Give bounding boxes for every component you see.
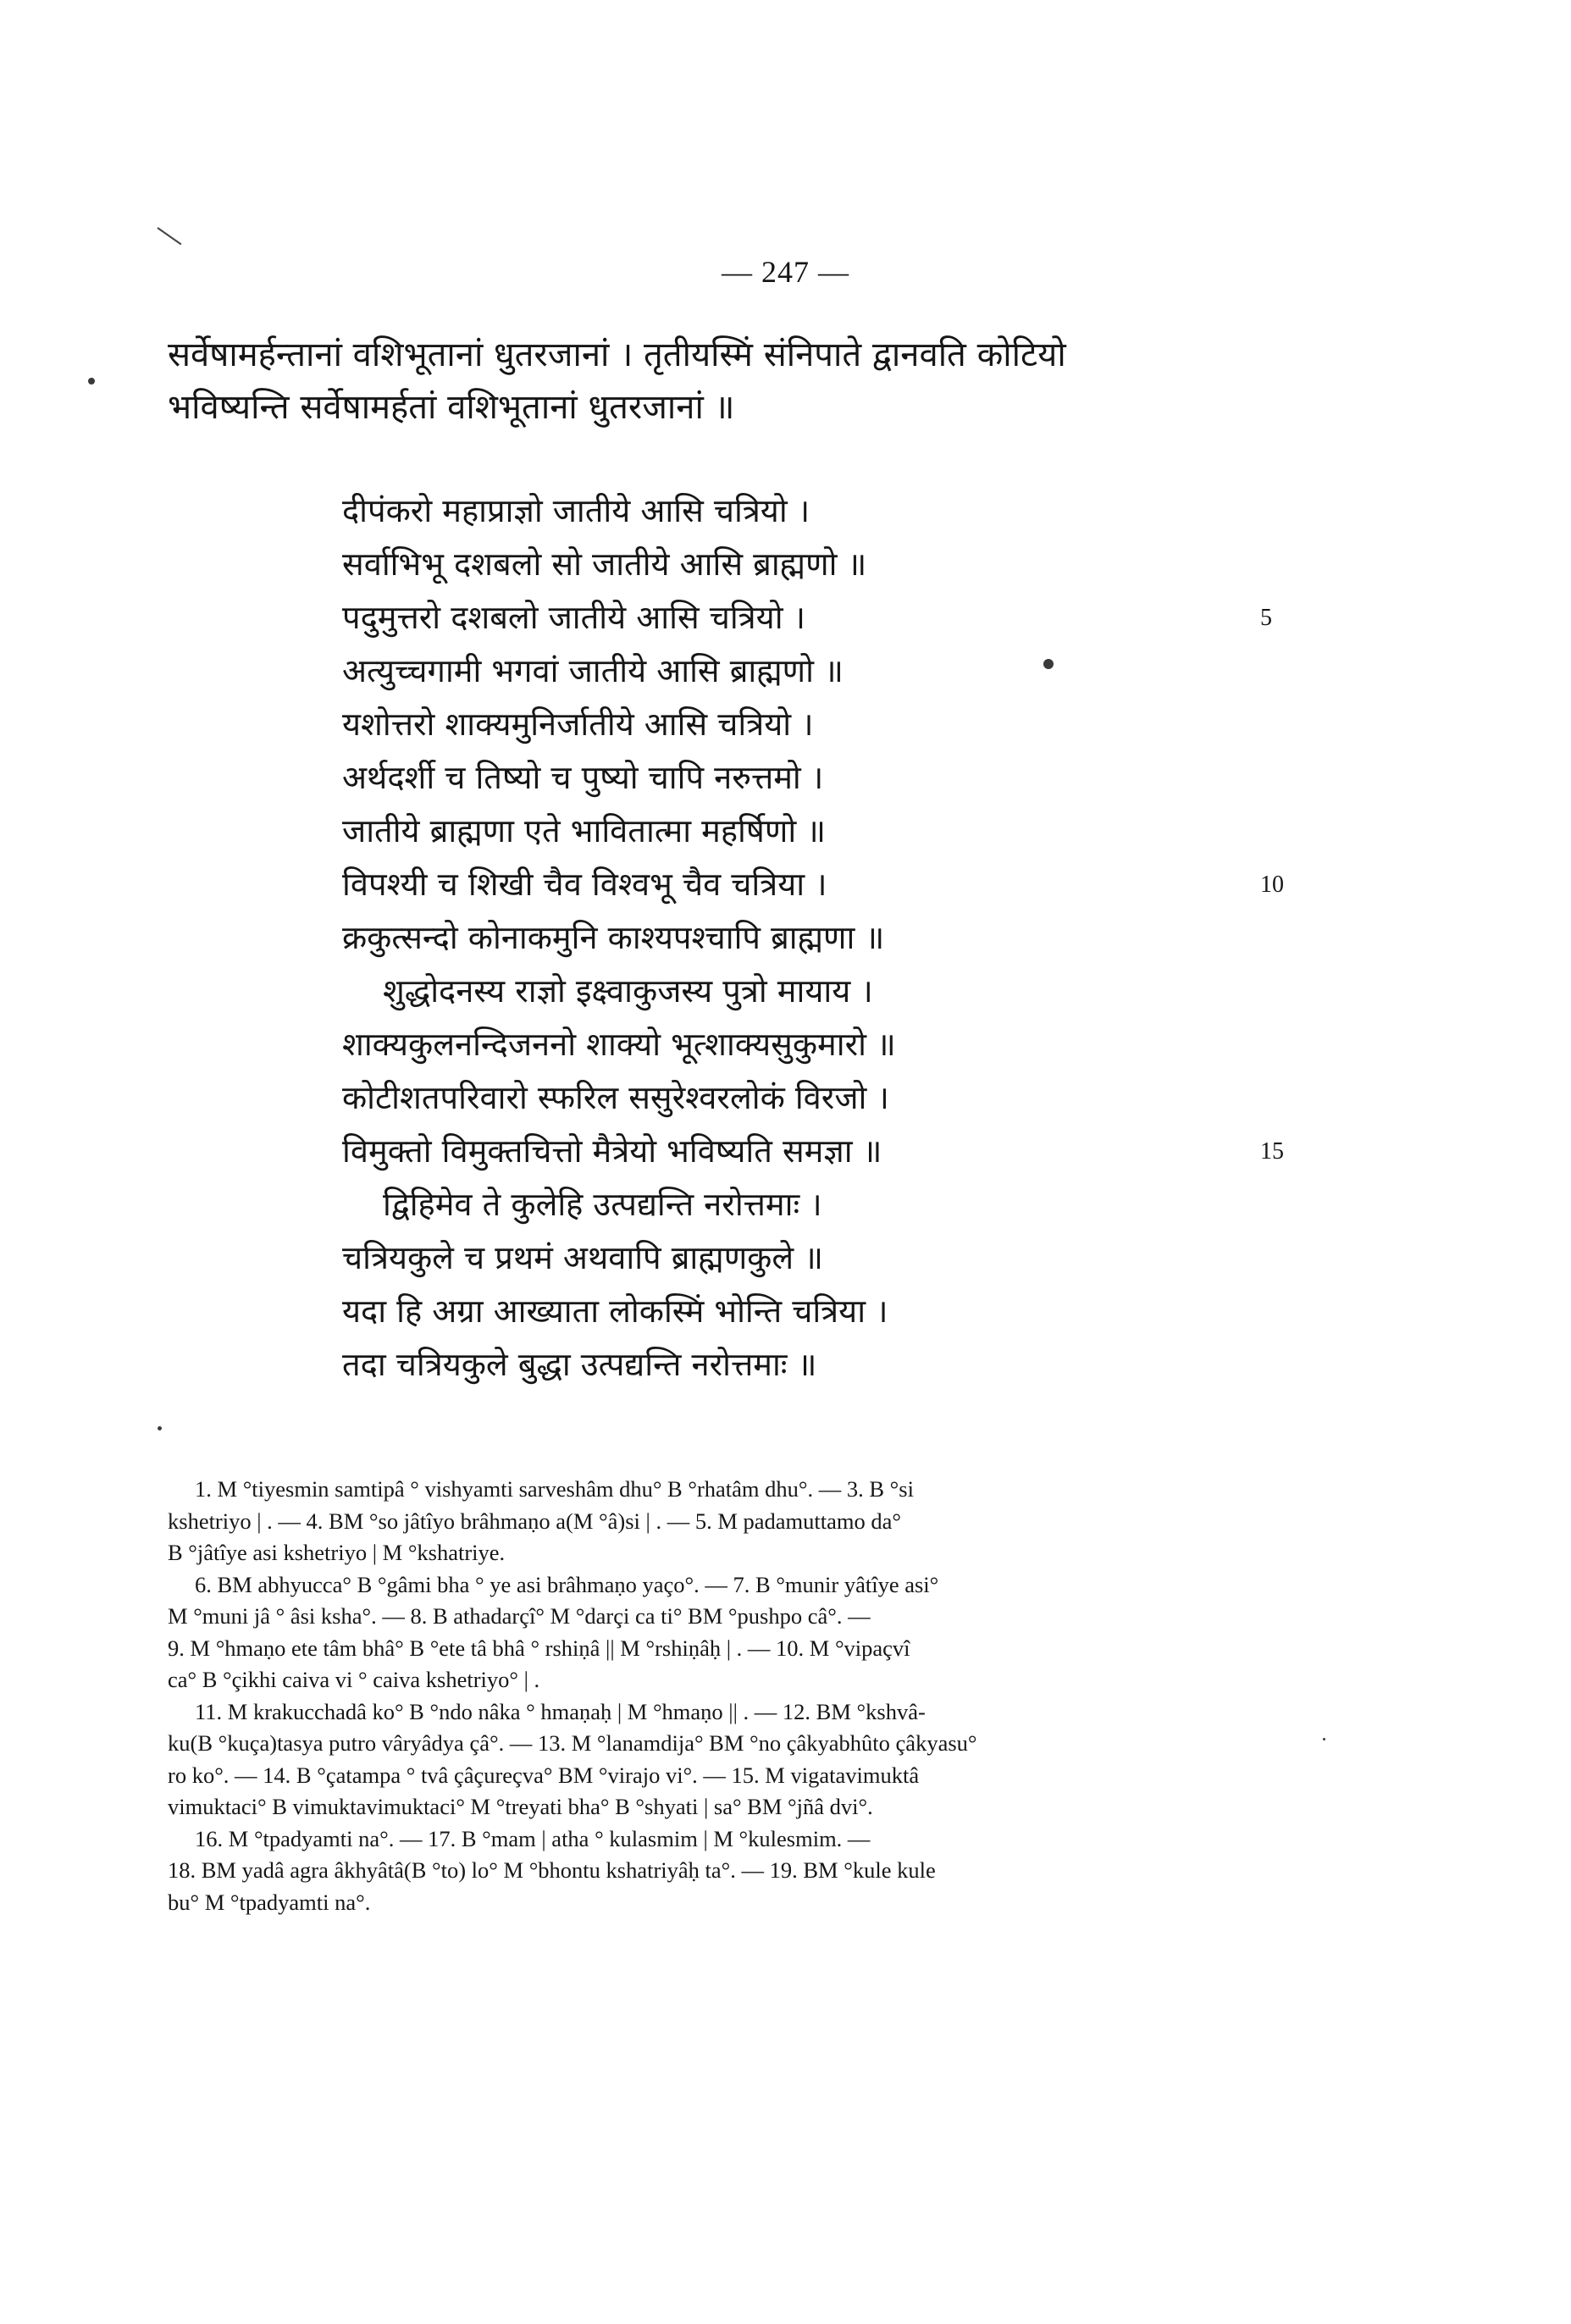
ink-speck [88, 378, 95, 385]
verse-line [0, 698, 1571, 751]
prose-paragraph [168, 329, 1319, 434]
verse-line [0, 1231, 1571, 1285]
line-number: 10 [1260, 872, 1284, 898]
footnote-line: ca° B °çikhi caiva vi ° caiva kshetriyo° | . [168, 1667, 540, 1692]
verse-line [0, 645, 1571, 698]
stray-tick-mark [157, 227, 181, 245]
verse-line [0, 858, 1571, 911]
footnote-line: B °jâtîye asi kshetriyo | M °kshatriye. [168, 1540, 506, 1565]
verse-line [0, 751, 1571, 805]
prose-line: भविष्यन्ति सर्वेषामर्हतां वशिभूतानां धुतरजानां ॥ [168, 388, 735, 427]
ink-speck [158, 1426, 162, 1430]
verse-text: यदा हि अग्रा आख्याता लोकस्मिं भोन्ति चत्रिया । [342, 1292, 888, 1330]
footnote-line: ku(B °kuça)tasya putro vâryâdya çâ°. — 13. M °lanamdija° BM °no çâkyabhûto çâkyasu° [168, 1730, 977, 1756]
verse-line [0, 1338, 1571, 1392]
footnote-line: bu° M °tpadyamti na°. [168, 1889, 371, 1915]
verse-text: दीपंकरो महाप्राज्ञो जातीये आसि चत्रियो । [342, 492, 810, 529]
verse-text: शाक्यकुलनन्दिजननो शाक्यो भूत्शाक्यसुकुमारो ॥ [342, 1026, 896, 1063]
verse-text: सर्वाभिभू दशबलो सो जातीये आसि ब्राह्मणो ॥ [342, 545, 867, 583]
verse-text: विपश्यी च शिखी चैव विश्वभू चैव चत्रिया । [342, 866, 827, 903]
verse-text: कोटीशतपरिवारो स्फरिल ससुरेश्वरलोकं विरजो । [342, 1079, 889, 1116]
verse-text: यशोत्तरो शाक्यमुनिर्जातीये आसि चत्रियो । [342, 706, 814, 743]
footnote-line: 1. M °tiyesmin samtipâ ° vishyamti sarveshâm dhu° B °rhatâm dhu°. — 3. B °si [195, 1476, 914, 1502]
verse-text: विमुक्तो विमुक्तचित्तो मैत्रेयो भविष्यति समज्ञा ॥ [342, 1132, 882, 1170]
footnote-line: vimuktaci° B vimuktavimuktaci° M °treyati bha° B °shyati | sa° BM °jñâ dvi°. [168, 1794, 873, 1819]
footnote-line: 18. BM yadâ agra âkhyâtâ(B °to) lo° M °bhontu kshatriyâḥ ta°. — 19. BM °kule kule [168, 1857, 936, 1883]
ink-speck [1323, 1738, 1325, 1740]
verse-line [0, 1178, 1571, 1231]
verse-text: पदुमुत्तरो दशबलो जातीये आसि चत्रियो । [342, 599, 806, 636]
verse-text: अत्युच्चगामी भगवां जातीये आसि ब्राह्मणो ॥ [342, 652, 844, 689]
verse-line [0, 1125, 1571, 1178]
verse-line [0, 911, 1571, 965]
footnote-line: 6. BM abhyucca° B °gâmi bha ° ye asi brâhmaṇo yaço°. — 7. B °munir yâtîye asi° [195, 1571, 939, 1597]
verse-line [0, 1071, 1571, 1125]
footnote-line: kshetriyo | . — 4. BM °so jâtîyo brâhmaṇo a(M °â)si | . — 5. M padamuttamo da° [168, 1508, 901, 1534]
verse-text: शुद्धोदनस्य राज्ञो इक्ष्वाकुजस्य पुत्रो मायाय । [383, 972, 873, 1010]
verse-text: चत्रियकुले च प्रथमं अथवापि ब्राह्मणकुले ॥ [342, 1239, 823, 1276]
verse-line [0, 965, 1571, 1018]
verse-text: जातीये ब्राह्मणा एते भावितात्मा महर्षिणो ॥ [342, 812, 827, 849]
footnote-line: 9. M °hmaṇo ete tâm bhâ° B °ete tâ bhâ ° rshiṇâ || M °rshiṇâḥ | . — 10. M °vipaçvî [168, 1635, 910, 1661]
verse-line [0, 805, 1571, 858]
footnote-line: 11. M krakucchadâ ko° B °ndo nâka ° hmaṇaḥ | M °hmaṇo || . — 12. BM °kshvâ- [195, 1698, 926, 1724]
footnote-line: M °muni jâ ° âsi ksha°. — 8. B athadarçî° M °darçi ca ti° BM °pushpo câ°. — [168, 1603, 871, 1629]
verse-block [0, 484, 1571, 1392]
footnote-line: 16. M °tpadyamti na°. — 17. B °mam | atha ° kulasmim | M °kulesmim. — [195, 1825, 871, 1851]
verse-line [0, 1018, 1571, 1071]
verse-text: द्विहिमेव ते कुलेहि उत्पद्यन्ति नरोत्तमाः । [383, 1186, 822, 1223]
footnotes [168, 1474, 1269, 1918]
verse-text: तदा चत्रियकुले बुद्धा उत्पद्यन्ति नरोत्तमाः ॥ [342, 1346, 817, 1383]
line-number: 15 [1260, 1138, 1284, 1165]
verse-line [0, 1285, 1571, 1338]
verse-line [0, 538, 1571, 591]
footnote-line: ro ko°. — 14. B °çatampa ° tvâ çâçureçva° BM °virajo vi°. — 15. M vigatavimuktâ [168, 1762, 920, 1788]
prose-line: सर्वेषामर्हन्तानां वशिभूतानां धुतरजानां । तृतीयस्मिं संनिपाते द्वानवति कोटियो [168, 335, 1066, 374]
line-number: 5 [1260, 605, 1272, 631]
verse-text: क्रकुत्सन्दो कोनाकमुनि काश्यपश्चापि ब्राह्मणा ॥ [342, 919, 885, 956]
verse-line [0, 484, 1571, 538]
verse-line [0, 591, 1571, 645]
page-number: — 247 — [722, 255, 849, 289]
verse-text: अर्थदर्शी च तिष्यो च पुष्यो चापि नरुत्तमो । [342, 759, 824, 796]
